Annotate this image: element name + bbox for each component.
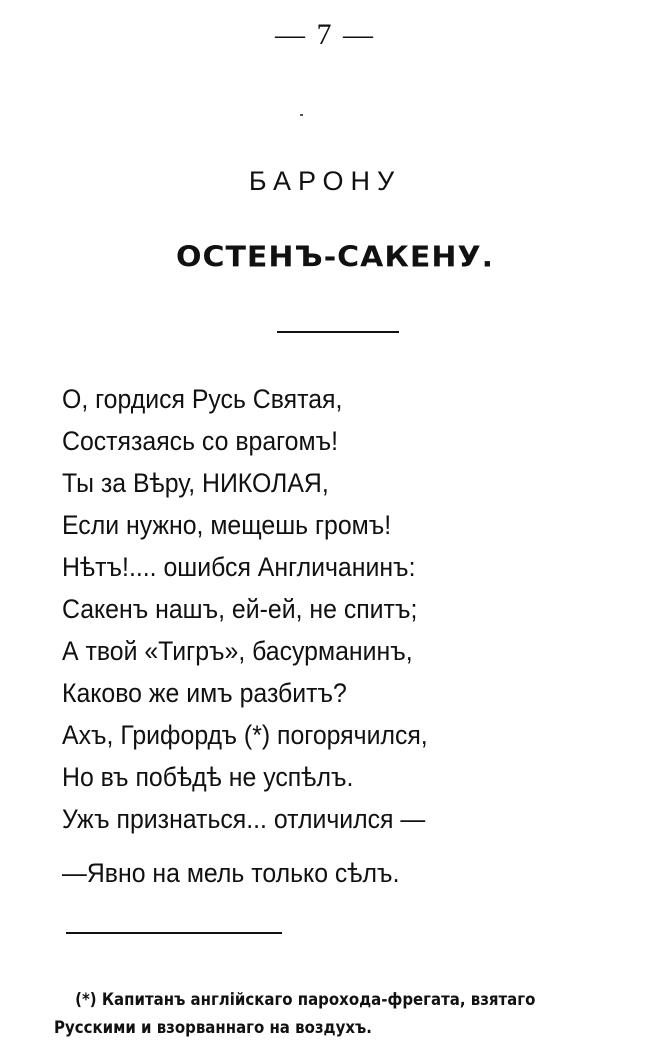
page-number: — 7 — — [275, 18, 375, 51]
poem-line: Но въ побѣдѣ не успѣлъ. — [62, 762, 354, 792]
poem — [62, 378, 622, 894]
dedication-name: ОСТЕНЪ-САКЕНУ. — [175, 240, 495, 275]
poem-line: Ты за Вѣру, НИКОЛАЯ, — [62, 468, 329, 498]
poem-line: Нѣтъ!.... ошибся Англичанинъ: — [62, 552, 416, 582]
footnote-divider — [66, 932, 282, 934]
poem-line: Сакенъ нашъ, ей-ей, не спитъ; — [62, 594, 418, 624]
footnote: (*) Капитанъ англійскаго парохода-фрегата, взятаго Русскими и взорваннаго на воздухъ. — [54, 990, 536, 1038]
print-speck — [300, 114, 303, 116]
poem-line: Ужъ признаться... отличился — — [62, 804, 426, 834]
poem-line: Каково же имъ разбитъ? — [62, 678, 347, 708]
poem-line: О, гордися Русь Святая, — [62, 384, 343, 414]
title-divider — [277, 331, 399, 333]
poem-line: Состязаясь со врагомъ! — [62, 426, 338, 456]
poem-line: Ахъ, Грифордъ (*) погорячился, — [62, 720, 428, 750]
poem-line: —Явно на мель только сѣлъ. — [62, 858, 400, 888]
dedication-title: БАРОНУ — [248, 166, 402, 196]
poem-line: А твой «Тигръ», басурманинъ, — [62, 636, 413, 666]
poem-line: Если нужно, мещешь громъ! — [62, 510, 392, 540]
